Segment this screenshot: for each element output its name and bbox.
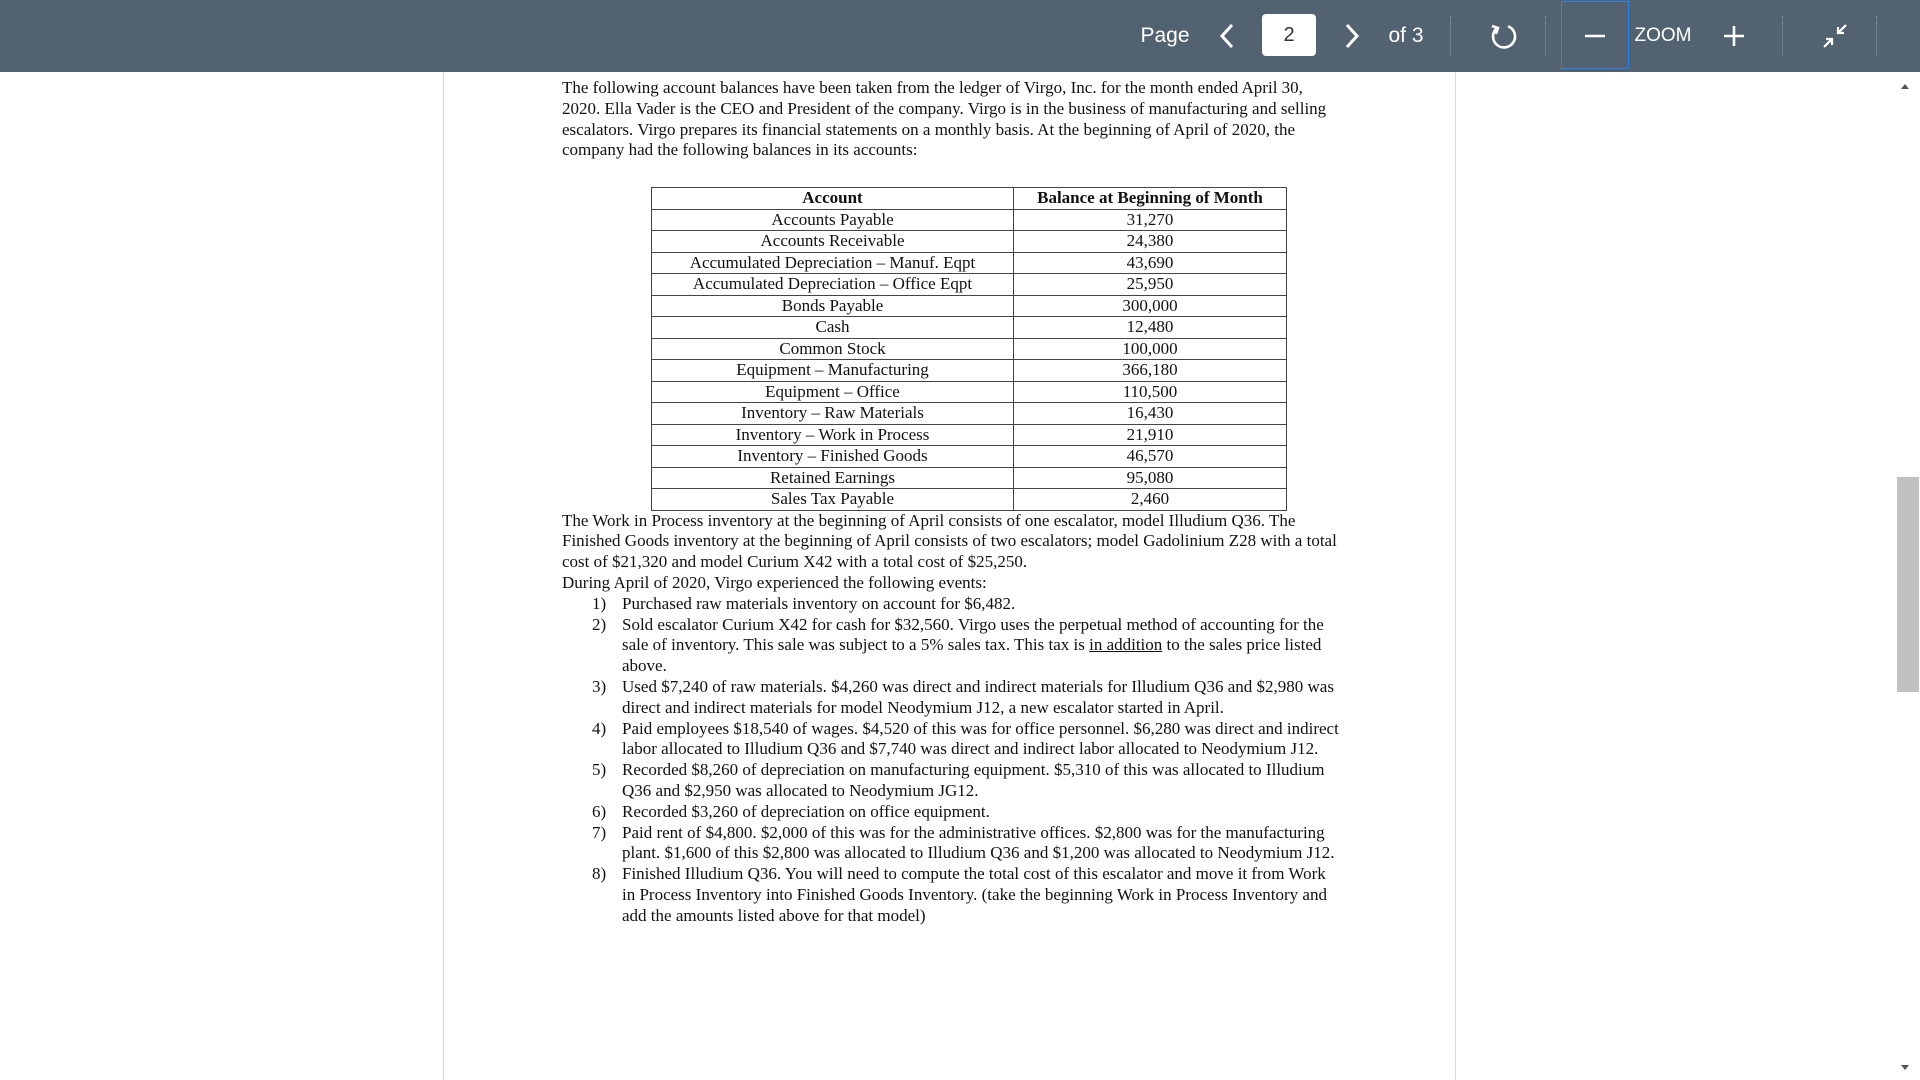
list-item [562,802,1342,823]
intro-paragraph: The following account balances have been taken from the ledger of Virgo, Inc. for the month ended April 30, 2020. Ella Vader is the CEO and President of the company. Virgo is in the business of manufacturing and selling escalators. Virgo prepares its financial statements on a monthly basis. At the beginning of April of 2020, the company had the following balances in its accounts: [562,78,1327,160]
scroll-down-arrow-icon [1897,1060,1913,1074]
account-cell: Accumulated Depreciation – Office Eqpt [652,274,1014,296]
table-row [652,317,1287,339]
table-row [652,274,1287,296]
account-cell: Sales Tax Payable [652,489,1014,511]
page-edge-right [1455,72,1456,1080]
document-viewport[interactable] [0,72,1920,1080]
item-text: Recorded $8,260 of depreciation on manufacturing equipment. $5,310 of this was allocated to Illudium Q36 and $2,950 was allocated to Neodymium JG12. [622,760,1325,801]
page-edge-left [443,72,444,1080]
balance-cell: 100,000 [1014,338,1287,360]
account-cell: Retained Earnings [652,467,1014,489]
balance-cell: 31,270 [1014,209,1287,231]
table-row [652,360,1287,382]
account-cell: Accounts Payable [652,209,1014,231]
events-title: During April of 2020, Virgo experienced the following events: [562,573,987,593]
account-cell: Equipment – Office [652,381,1014,403]
item-number: 6) [592,801,607,821]
chevron-right-icon [1344,23,1360,49]
zoom-out-button[interactable] [1562,0,1628,72]
toolbar-divider [1450,16,1451,56]
page-label: Page [1140,24,1190,47]
balance-cell: 25,950 [1014,274,1287,296]
item-text: to the sales price listed above. [622,635,1322,676]
list-item [562,760,1342,802]
item-text: Sold escalator Curium X42 for cash for $32,560. Virgo uses the perpetual method of accounting for the sale of inventory. This sale was subject to a 5% sales tax. This tax is [622,614,1324,655]
account-cell: Equipment – Manufacturing [652,360,1014,382]
item-text: Recorded $3,260 of depreciation on office equipment. [622,801,990,821]
inventory-paragraph: The Work in Process inventory at the beginning of April consists of one escalator, model Illudium Q36. The Finished Goods inventory at the beginning of April consists of two escalators; model Gadolinium Z28 with a total cost of $21,320 and model Curium X42 with a total cost of $25,250. [562,510,1337,572]
scroll-up-button[interactable] [1897,80,1913,94]
table-header-row [652,188,1287,210]
scroll-up-arrow-icon [1897,80,1913,94]
account-cell: Accumulated Depreciation – Manuf. Eqpt [652,252,1014,274]
list-item [562,615,1342,677]
toolbar-divider [1876,16,1877,56]
table-row [652,403,1287,425]
plus-icon [1723,25,1745,47]
balance-cell: 24,380 [1014,231,1287,253]
item-number: 5) [592,760,607,780]
rotate-button[interactable] [1480,0,1526,72]
balance-cell: 43,690 [1014,252,1287,274]
table-row [652,467,1287,489]
column-header-account: Account [652,188,1014,210]
account-cell: Common Stock [652,338,1014,360]
item-number: 4) [592,718,607,738]
item-number: 3) [592,677,607,697]
balance-cell: 366,180 [1014,360,1287,382]
balance-cell: 46,570 [1014,446,1287,468]
table-row [652,295,1287,317]
table-row [652,252,1287,274]
account-cell: Inventory – Raw Materials [652,403,1014,425]
item-text: Used $7,240 of raw materials. $4,260 was direct and indirect materials for Illudium Q36 and $2,980 was direct and indirect materials for model Neodymium J12, a new escalator started in April. [622,677,1334,717]
document-page [562,78,1342,927]
list-item [562,864,1342,926]
toolbar-divider [1545,16,1546,56]
account-cell: Inventory – Work in Process [652,424,1014,446]
next-page-button[interactable] [1337,0,1367,72]
previous-page-button[interactable] [1212,0,1242,72]
table-row [652,424,1287,446]
balance-cell: 16,430 [1014,403,1287,425]
account-cell: Cash [652,317,1014,339]
balance-table [651,187,1287,511]
item-text: Finished Illudium Q36. You will need to compute the total cost of this escalator and move it from Work in Process Inventory into Finished Goods Inventory. (take the beginning Work in Process Inventory and add the amounts listed above for that model) [622,864,1327,925]
column-header-balance: Balance at Beginning of Month [1014,188,1287,210]
account-cell: Bonds Payable [652,295,1014,317]
account-cell: Inventory – Finished Goods [652,446,1014,468]
item-text: Purchased raw materials inventory on account for $6,482. [622,593,1016,613]
list-item [562,719,1342,761]
balance-cell: 21,910 [1014,424,1287,446]
scroll-down-button[interactable] [1897,1060,1913,1074]
item-number: 2) [592,614,607,634]
balance-cell: 12,480 [1014,317,1287,339]
minus-icon [1584,25,1606,47]
events-list [562,594,1342,927]
table-row [652,446,1287,468]
table-row [652,231,1287,253]
list-item [562,677,1342,719]
scrollbar-thumb[interactable] [1897,477,1919,692]
item-number: 1) [592,593,607,613]
page-number-input[interactable] [1262,14,1316,56]
item-text: Paid rent of $4,800. $2,000 of this was for the administrative offices. $2,800 was for the manufacturing plant. $1,600 of this $2,800 was allocated to Illudium Q36 and $1,200 was allocated to Neodymium J12. [622,822,1335,863]
collapse-arrows-icon [1822,23,1848,49]
rotate-icon [1488,21,1518,51]
list-item [562,594,1342,615]
balance-cell: 300,000 [1014,295,1287,317]
collapse-button[interactable] [1812,0,1858,72]
balance-cell: 95,080 [1014,467,1287,489]
balance-cell: 2,460 [1014,489,1287,511]
account-cell: Accounts Receivable [652,231,1014,253]
item-number: 8) [592,864,607,884]
page-count-label: of 3 [1388,24,1424,47]
viewer-toolbar [0,0,1920,72]
table-row [652,381,1287,403]
item-number: 7) [592,822,607,842]
zoom-in-button[interactable] [1716,0,1752,72]
balance-cell: 110,500 [1014,381,1287,403]
underlined-text: in addition [1089,635,1163,655]
item-text: Paid employees $18,540 of wages. $4,520 of this was for office personnel. $6,280 was direct and indirect labor allocated to Illudium Q36 and $7,740 was direct and indirect labor allocated to Neodymium J12. [622,718,1339,759]
zoom-label: ZOOM [1634,25,1692,46]
toolbar-divider [1782,16,1783,56]
table-row [652,489,1287,511]
chevron-left-icon [1219,23,1235,49]
list-item [562,823,1342,865]
table-row [652,209,1287,231]
table-row [652,338,1287,360]
